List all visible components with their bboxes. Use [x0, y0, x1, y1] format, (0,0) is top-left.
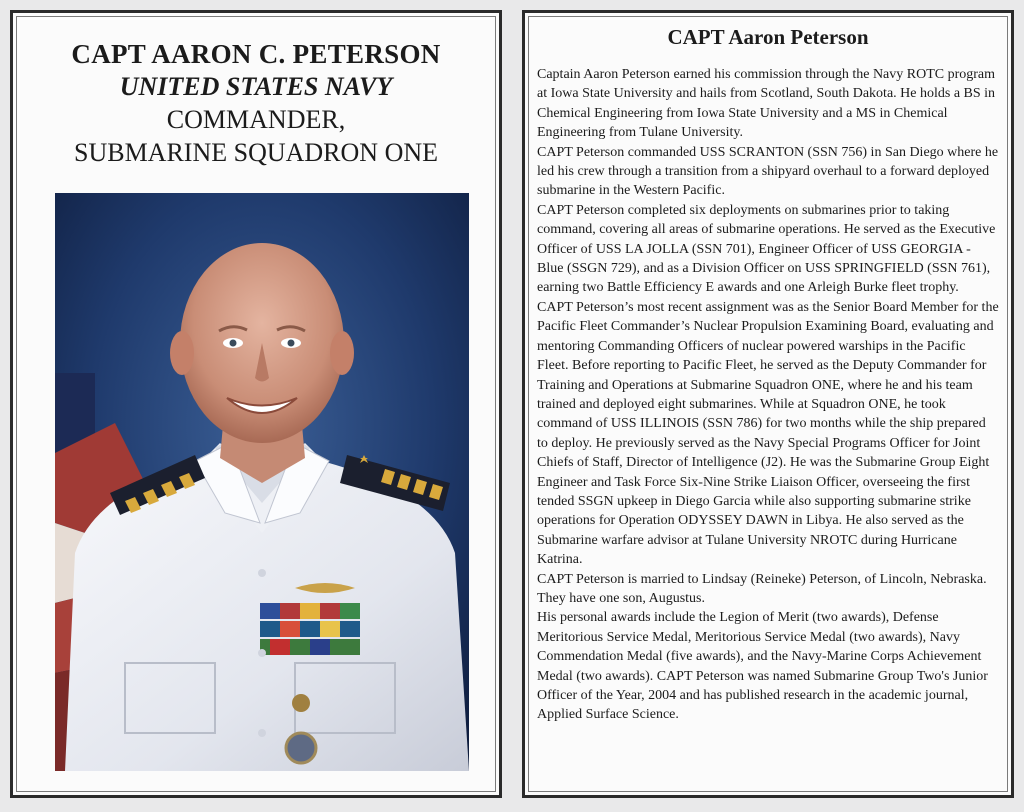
- ribbon-rack: [260, 603, 360, 655]
- bio-paragraph-awards: His personal awards include the Legion of Merit (two awards), Defense Meritorious Service Medal, Meritorious Service Medal (two awards), Navy Commendation Medal (five awards), and the Navy-Marine Corps Achievement Medal (two awards). CAPT Peterson was named Submarine Group Two's Junior Officer of the Year, 2004 and has published research in the academic journal, Applied Surface Science.: [537, 610, 988, 723]
- left-page: [10, 10, 502, 798]
- officer-role: COMMANDER,: [166, 105, 346, 134]
- bio-paragraph-education: Captain Aaron Peterson earned his commission through the Navy ROTC program at Iowa State University and hails from Scotland, South Dakota. He holds a BS in Chemical Engineering from Iowa State University and a MS in Chemical Engineering from Tulane University.: [537, 67, 996, 141]
- command-badge-icon: [286, 733, 316, 763]
- bio-paragraph-command: CAPT Peterson commanded USS SCRANTON (SSN 756) in San Diego where he led his crew through a transition from a shipyard overhaul to a forward deployed submarine in the Western Pacific.: [537, 144, 999, 199]
- bio-paragraph-family: CAPT Peterson is married to Lindsay (Reineke) Peterson, of Lincoln, Nebraska. They have one son, Augustus.: [537, 571, 987, 606]
- bio-paragraph-deployments: CAPT Peterson completed six deployments on submarines prior to taking command, covering all areas of submarine operations. He served as the Executive Officer of USS LA JOLLA (SSN 701), Engineer Officer of USS GEORGIA - Blue (SSGN 729), and as a Division Officer on USS SPRINGFIELD (SSN 761), earning two Battle Efficiency E awards and one Arleigh Burke fleet trophy.: [537, 202, 996, 296]
- service-branch: UNITED STATES NAVY: [119, 72, 393, 101]
- official-portrait: [55, 193, 469, 771]
- bio-paragraph-assignments: CAPT Peterson’s most recent assignment was as the Senior Board Member for the Pacific Fleet Commander’s Nuclear Propulsion Examining Board, evaluating and mentoring Commanding Officers of nuclear powered warships in the Pacific Fleet. Before reporting to Pacific Fleet, he served as the Deputy Commander for Training and Operations at Submarine Squadron ONE, where he and his team trained and deployed eight submarines. While at Squadron ONE, he took command of USS ILLINOIS (SSN 786) for two months while the ship prepared to deploy. He previously served as the Navy Special Programs Officer for Joint Chiefs of Staff, Director of Intelligence (J2). He was the Submarine Group Eight Engineer and Task Force Six-Nine Strike Liaison Officer, overseeing the first tended SSGN upkeep in Diego Garcia while also supporting submarine strike operations for Operation ODYSSEY DAWN in Libya. He also served as the Submarine warfare advisor at Tulane University NROTC during Hurricane Katrina.: [537, 299, 999, 568]
- right-page: [522, 10, 1014, 798]
- officer-name: CAPT AARON C. PETERSON: [71, 39, 441, 69]
- bio-title: CAPT Aaron Peterson: [667, 25, 869, 49]
- command-pin-icon: [292, 694, 310, 712]
- biography-text: [537, 65, 999, 725]
- unit-name: SUBMARINE SQUADRON ONE: [73, 138, 439, 167]
